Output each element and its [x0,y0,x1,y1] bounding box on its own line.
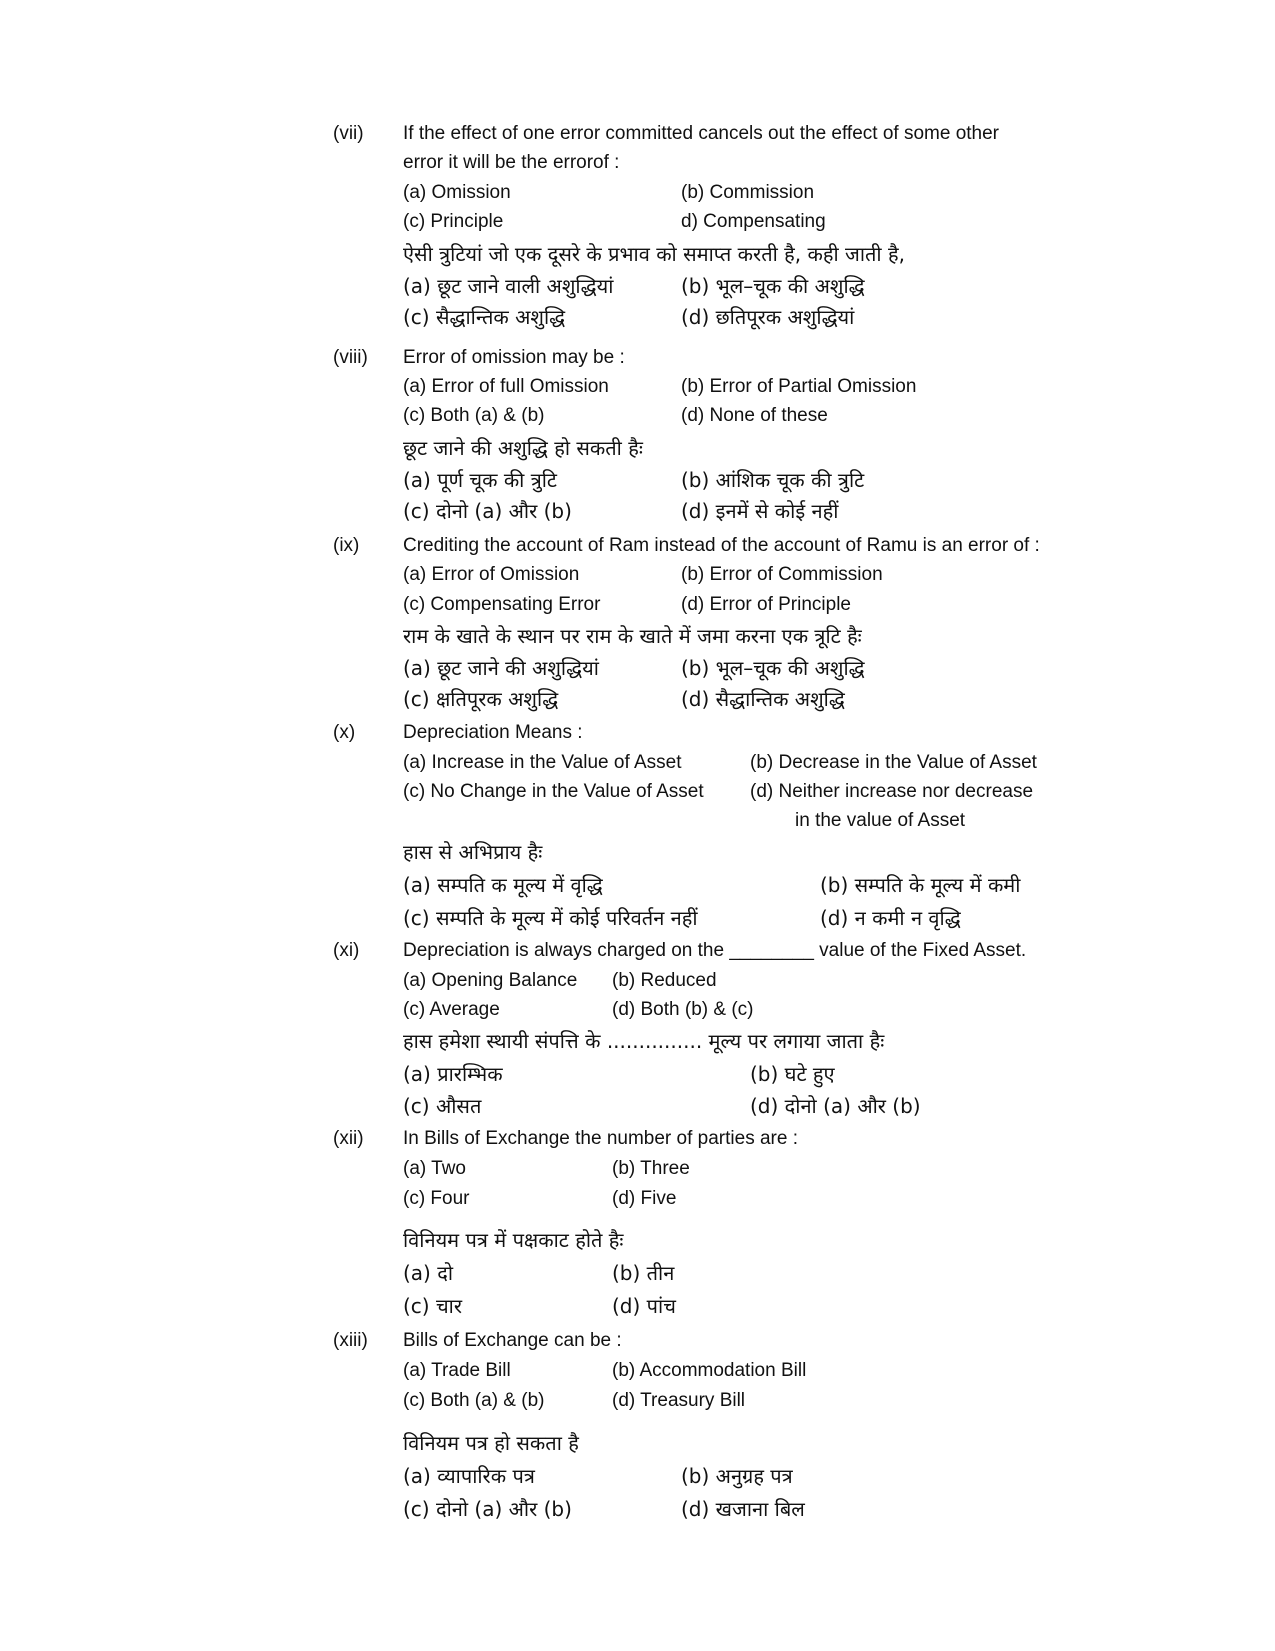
option-a: (a) Increase in the Value of Asset [403,752,682,773]
option-d: (d) Error of Principle [681,594,851,615]
question-text: If the effect of one error committed cancels out the effect of some other [403,123,1000,144]
hindi-option-d: (d) खजाना बिल [681,1497,805,1521]
option-b: (b) Commission [681,182,815,203]
question-text-continued: error it will be the errorof : [403,152,620,173]
option-d: (d) Five [612,1188,677,1209]
hindi-option-b: (b) आंशिक चूक की त्रुटि [681,468,865,492]
hindi-question-text: ऐसी त्रुटियां जो एक दूसरे के प्रभाव को समाप्त करती है, कही जाती है, [403,242,905,266]
hindi-option-a: (a) छूट जाने की अशुद्धियां [403,656,599,680]
question-text: Error of omission may be : [403,347,625,368]
hindi-option-c: (c) चार [403,1294,463,1318]
hindi-question-text: हास हमेशा स्थायी संपत्ति के ............... मूल्य पर लगाया जाता हैः [403,1029,885,1053]
option-b: (b) Reduced [612,970,717,991]
hindi-option-a: (a) दो [403,1261,454,1285]
hindi-option-a: (a) पूर्ण चूक की त्रुटि [403,468,558,492]
option-d: (d) Both (b) & (c) [612,999,754,1020]
option-c: (c) Both (a) & (b) [403,1390,545,1411]
option-a: (a) Omission [403,182,511,203]
option-b: (b) Error of Commission [681,564,883,585]
option-b: (b) Three [612,1158,690,1179]
hindi-option-c: (c) औसत [403,1094,482,1118]
hindi-option-c: (c) दोनो (a) और (b) [403,499,572,523]
question-number: (vii) [333,123,364,144]
hindi-option-c: (c) क्षतिपूरक अशुद्धि [403,687,559,711]
option-a: (a) Error of full Omission [403,376,609,397]
option-a: (a) Error of Omission [403,564,580,585]
option-a: (a) Two [403,1158,467,1179]
question-number: (x) [333,722,356,743]
hindi-option-a: (a) प्रारम्भिक [403,1062,503,1086]
hindi-option-a: (a) सम्पति क मूल्य में वृद्धि [403,873,603,897]
question-number: (xi) [333,940,360,961]
hindi-option-d: (d) पांच [612,1294,676,1318]
hindi-option-c: (c) सैद्धान्तिक अशुद्धि [403,305,566,329]
hindi-option-d: (d) दोनो (a) और (b) [750,1094,921,1118]
option-c: (c) Average [403,999,500,1020]
option-c: (c) Both (a) & (b) [403,405,545,426]
hindi-option-b: (b) भूल–चूक की अशुद्धि [681,656,865,680]
hindi-question-text: विनियम पत्र में पक्षकाट होते हैः [403,1228,624,1252]
hindi-option-d: (d) छतिपूरक अशुद्धियां [681,305,855,329]
option-a: (a) Opening Balance [403,970,578,991]
hindi-option-d: (d) सैद्धान्तिक अशुद्धि [681,687,845,711]
hindi-option-d: (d) इनमें से कोई नहीं [681,499,839,523]
option-c: (c) Principle [403,211,504,232]
question-text: Depreciation Means : [403,722,583,743]
question-number: (viii) [333,347,368,368]
question-text: In Bills of Exchange the number of parties are : [403,1128,798,1149]
hindi-option-b: (b) भूल–चूक की अशुद्धि [681,274,865,298]
option-c: (c) No Change in the Value of Asset [403,781,704,802]
hindi-option-a: (a) व्यापारिक पत्र [403,1464,535,1488]
hindi-option-a: (a) छूट जाने वाली अशुद्धियां [403,274,614,298]
hindi-question-text: राम के खाते के स्थान पर राम के खाते में जमा करना एक त्रूटि हैः [403,624,862,648]
question-number: (xii) [333,1128,364,1149]
option-d: (d) None of these [681,405,828,426]
hindi-option-b: (b) घटे हुए [750,1062,835,1086]
hindi-option-b: (b) तीन [612,1261,675,1285]
hindi-question-text: छूट जाने की अशुद्धि हो सकती हैः [403,436,643,460]
option-c: (c) Compensating Error [403,594,601,615]
question-text: Crediting the account of Ram instead of the account of Ramu is an error of : [403,535,1040,556]
hindi-question-text: हास से अभिप्राय हैः [403,840,543,864]
option-b: (b) Decrease in the Value of Asset [750,752,1037,773]
hindi-option-c: (c) दोनो (a) और (b) [403,1497,572,1521]
option-b: (b) Accommodation Bill [612,1360,807,1381]
question-number: (xiii) [333,1330,368,1351]
hindi-option-d: (d) न कमी न वृद्धि [820,906,961,930]
hindi-option-c: (c) सम्पति के मूल्य में कोई परिवर्तन नहीं [403,906,698,930]
option-a: (a) Trade Bill [403,1360,511,1381]
option-c: (c) Four [403,1188,470,1209]
hindi-option-b: (b) सम्पति के मूल्य में कमी [820,873,1021,897]
question-text: Bills of Exchange can be : [403,1330,622,1351]
hindi-option-b: (b) अनुग्रह पत्र [681,1464,793,1488]
question-text: Depreciation is always charged on the ________ value of the Fixed Asset. [403,940,1027,961]
option-d: (d) Neither increase nor decrease [750,781,1034,802]
option-d-continued: in the value of Asset [795,810,966,831]
question-number: (ix) [333,535,360,556]
hindi-question-text: विनियम पत्र हो सकता है [403,1431,579,1455]
option-b: (b) Error of Partial Omission [681,376,917,397]
option-d: d) Compensating [681,211,826,232]
option-d: (d) Treasury Bill [612,1390,746,1411]
